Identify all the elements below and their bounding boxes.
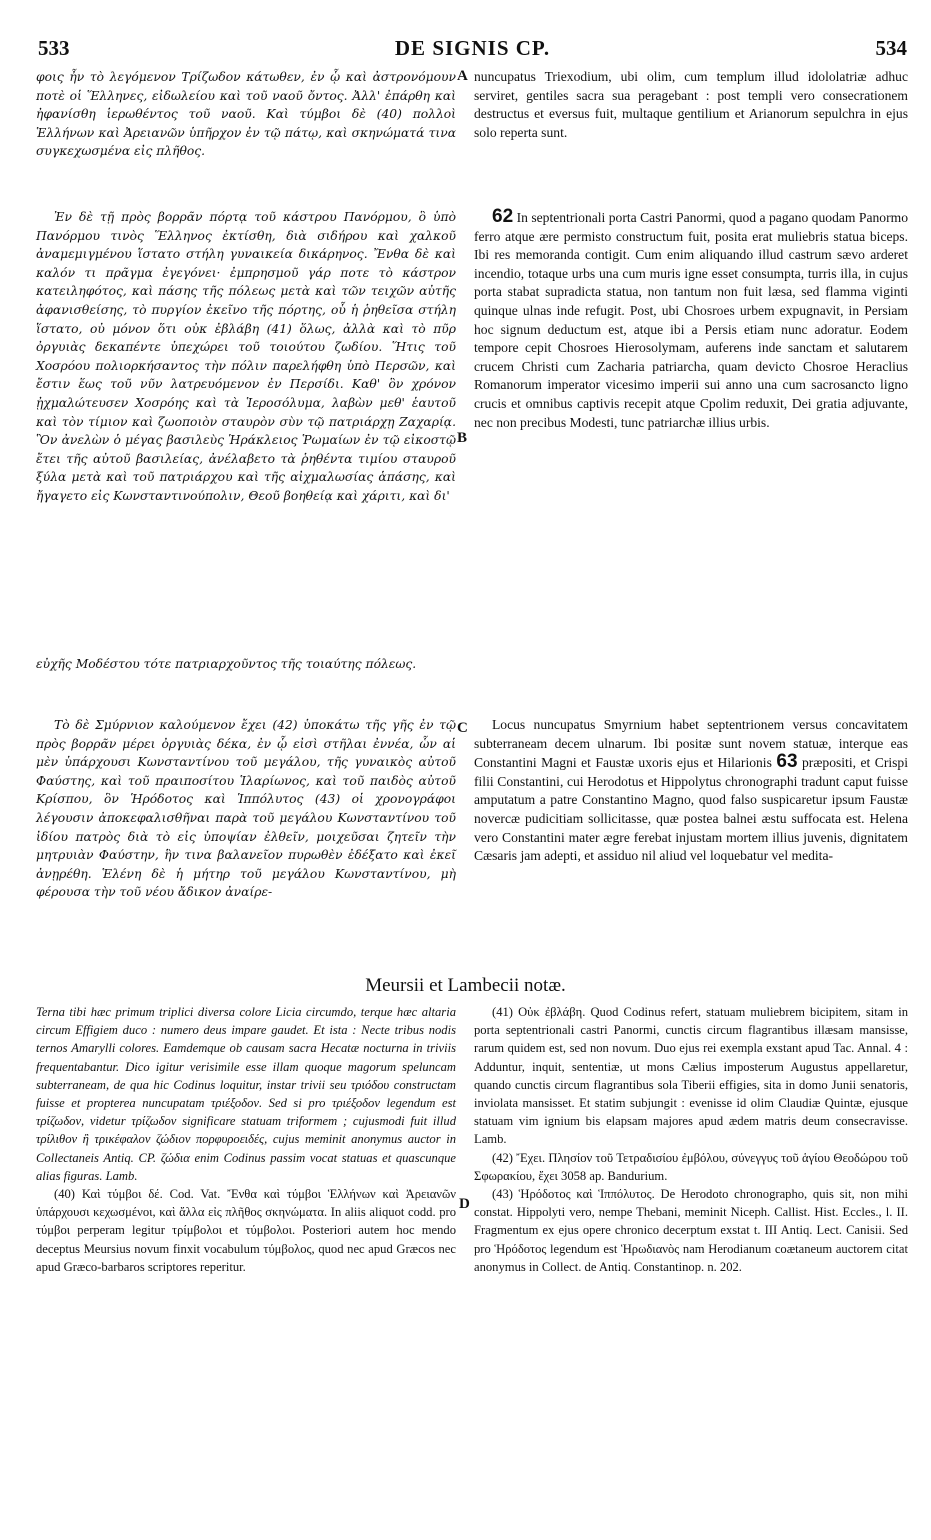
left-page-number: 533	[38, 36, 70, 60]
greek-paragraph-2	[36, 208, 456, 506]
running-title: DE SIGNIS CP.	[394, 36, 551, 60]
note-43: (43) Ἡρόδοτος καὶ Ἱππόλυτος. De Herodoto chronographo, quis sit, non mihi constat. Hippolyti vero, nempe Thebani, meminit Niceph. Callist. Hist. Eccles., l. II. Fragmentum ex ejus opere chronico decerptum exstat t. III Antiq. Lect. Canisii. Sed pro Ἡρόδοτος legendum est Ἡρωδιανὸς nam Herodianum coætaneum auctorem citat anonymus in Collect. de Antiq. Constantinop. n. 202.	[474, 1187, 908, 1274]
section-number-63: 63	[776, 751, 798, 773]
note-42: (42) Ἔχει. Πλησίον τοῦ Τετραδισίου ἐμβόλου, σύνεγγυς τοῦ ἁγίου Θεοδώρου τοῦ Σφωρακίου, ἔχει 3058 ap. Bandurium.	[474, 1150, 908, 1183]
note-40: (40) Καὶ τύμβοι δέ. Cod. Vat. Ἔνθα καὶ τύμβοι Ἑλλήνων καὶ Ἀρειανῶν ὑπάρχουσι κεχωσμένοι, καὶ ἄλλα εἰς πλῆθος σκηνώματα. In aliis aliquot codd. pro τύμβοι perperam legitur τρίμβολοι et τύμβολοι. Posteriori autem hoc mendo deceptus Meursius novum finxit vocabulum τύμβολος, quod nec apud Græcos nec apud Græco-barbaros scriptores reperitur.	[36, 1187, 456, 1274]
greek-text: Τὸ δὲ Σμύρνιον καλούμενον ἔχει (42) ὑποκάτω τῆς γῆς ἐν τῷ πρὸς βορρᾶν μέρει ὀργυιὰς δέκα, ἐν ᾧ εἰσὶ στῆλαι ἐννέα, ὧν αἱ μὲν ὑπάρχουσι Κωνσταντίνου τοῦ μεγάλου, τῆς γυναικὸς αὐτοῦ Φαύστης, καὶ τοῦ πραιποσίτου Ἱλαρίωνος, καὶ τοῦ παιδὸς αὐτοῦ Κρίσπου, ὃν Ἡρόδοτος καὶ Ἱππόλυτος (43) οἱ χρονογράφοι λέγουσιν ἀποκεφαλισθῆναι παρὰ τοῦ μεγάλου Κωνσταντίνου τοῦ ἰδίου πατρὸς διὰ τὸ εἰς ὑποψίαν ἐλθεῖν, μοιχεῦσαι ζητεῖν τὴν μητρυιὰν Φαύστην, ἣν τινα βαλανεῖον πυρωθὲν ἐδέξατο καὶ ἐκεῖ ἀνῃρέθη. Ἑλένη δὲ ἡ μήτηρ τοῦ μεγάλου Κωνσταντίνου, μὴ φέρουσα τὴν τοῦ νέου ἄδικον ἀναίρε-	[36, 718, 456, 900]
note-text: Terna tibi hæc primum triplici diversa colore Licia circumdo, terque hæc altaria circum Effigiem duco : numero deus impare gaudet. Et ista : Necte tribus nodis ternos Amarylli colores. Eamdemque ob causam sacra Hecatæ nocturna in triviis frequentabantur. Dico igitur verisimile esse illam quoque magorum speluncam subterraneam, de qua hic Codinus loquitur, instar trivii seu τριόδου constructam fuisse et propterea nuncupatam τριέξοδον. Sed si pro τριέξοδον legendum est τρίζωδον, videtur τρίζωδον significare statuam triformem ; cujusmodi fuit illud τρίλιθον ἢ τρικέφαλον ζώδιον πορφυροειδές, cujus meminit anonymus auctor in Collectaneis Antiq. CP. ζώδια enim Codinus passim vocat statuas et quascunque alias figuras. Lamb.	[36, 1005, 456, 1183]
greek-paragraph-3	[36, 716, 456, 902]
margin-letter-c: C	[457, 720, 468, 736]
greek-text: φοις ἦν τὸ λεγόμενον Τρίζωδον κάτωθεν, ἐν ᾧ καὶ ἀστρονόμουν ποτὲ οἱ Ἕλληνες, εἰδωλείου καὶ τοῦ ναοῦ ὄντος. Ἀλλ' ἐπάρθη καὶ ἠφανίσθη ἱερωθέντος τοῦ ναοῦ. Καὶ τύμβοι δὲ (40) πολλοὶ Ἑλλήνων καὶ Ἀρειανῶν ὑπῆρχον ἐν τῷ πάτῳ, καὶ σκηνώματά τινα συγκεχωσμένα εἰς πλῆθος.	[36, 70, 456, 159]
margin-letter-b: B	[457, 430, 468, 446]
greek-text: Ἐν δὲ τῇ πρὸς βορρᾶν πόρτᾳ τοῦ κάστρου Πανόρμου, ὃ ὑπὸ Πανόρμου τινὸς Ἕλληνος ἐκτίσθη, διὰ σιδήρου καὶ χαλκοῦ ἀναμεμιγμένου ἵστατο στήλη γυναικεία δικάρηνος. Ἔνθα δὲ καὶ καλόν τι πρᾶγμα ἐγεγόνει· ἐμπρησμοῦ γάρ ποτε τὸ κάστρον κατειληφότος, καὶ πάσης τῆς πόλεως μετὰ καὶ τῶν τειχῶν αὐτῆς ἀφανισθείσης, τὸ πυργίον ἐκεῖνο τῆς πόρτης, οὗ ἡ ῥηθεῖσα στήλη ἵστατο, οὐ μόνον ὅτι οὐκ ἐβλάβη (41) ὅλως, ἀλλὰ καὶ τὸ πῦρ ὀργυιὰς δεκαπέντε ὑπεχώρει τοῦ τοιούτου ζωδίου. Ἥτις τοῦ Χοσρόου πολιορκήσαντος τὴν πόλιν παρελήφθη ὑπὸ Περσῶν, καὶ ἔστιν ἕως τοῦ νῦν λατρευόμενον ἐν Περσίδι. Καθ' ὃν χρόνον ᾐχμαλώτευσεν Χοσρόης καὶ τὰ Ἱεροσόλυμα, λαβὼν μεθ' ἑαυτοῦ καὶ τὸν τίμιον καὶ ζωοποιὸν σταυρὸν σὺν τῷ πατριάρχῃ Ζαχαρίᾳ. Ὃν ἀνελὼν ὁ μέγας βασιλεὺς Ἡράκλειος Ῥωμαίων ἐν τῷ εἰκοστῷ ἔτει τῆς αὐτοῦ βασιλείας, ἀνέλαβετο τὰ ῥηθέντα τιμίου σταυροῦ ξύλα μετὰ καὶ τοῦ πατριάρχου καὶ τῆς αἰχμαλωσίας ἁπάσης, καὶ ἤγαγετο εἰς Κωνσταντινούπολιν, Θεοῦ βοηθείᾳ καὶ χάριτι, καὶ δι'	[36, 210, 456, 503]
note-41: (41) Οὐκ ἐβλάβη. Quod Codinus refert, statuam muliebrem bicipitem, sitam in porta septentrionali castri Panormi, cunctis circum flagrantibus illæsam mansisse, rarum quidem est, sed non novum. Duo ejus rei exempla exstant apud Tac. Annal. 4 : Adduntur, inquit, sententiæ, ut mons Cælius imposterum Augustus appellaretur, quando cunctis circum flagrantibus sola Tiberii effigies, sita in domo Junii senatoris, inviolata mansisset. Et statim subjungit : evenisse id olim Claudiæ Quintæ, ejusque statuam vim ignium bis elapsam majores apud ædem matris deum consecravisse. Lamb.	[474, 1005, 908, 1147]
page-header	[38, 36, 907, 60]
latin-paragraph-3	[474, 716, 908, 866]
notes-right-column	[474, 1003, 908, 1276]
right-page-number: 534	[875, 36, 907, 60]
margin-letter-a: A	[457, 68, 468, 84]
latin-text: In septentrionali porta Castri Panormi, quod a pagano quodam Panormo ferro atque ære permisto constructum fuit, posita erat muliebris statua biceps. Ibi res memoranda contigit. Cum enim aliquando illud castrum sævo arderet incendio, totaque urbs una cum muris igne esset consumpta, turris illa, in cujus porta stabat supradicta statua, non tantum non fuit læsa, sed flamma viginti quinque ulnas inde refugit. Post, ubi Chosroes urbem expugnavit, in Persiam hoc signum deductum est, atque ibi a Persis etiam nunc adoratur. Eodem tempore cepit Chosroes Hierosolymam, auferens inde sanctam et salutarem crucem Christi cum Zacharia patriarcha, quam devicto Chosroe Heraclius Romanorum imperator vicesimo imperii sui anno una cum sacrosancto ligno crucis et omnibus captivis recepit atque Cpolim reduxit, Dei gratia adjuvante, nec non precibus Modesti, tunc patriarchæ illius urbis.	[474, 210, 908, 430]
latin-paragraph-1	[474, 68, 908, 142]
latin-text: Locus nuncupatus Smyrnium habet septentrionem versus concavitatem subterraneam decem ulnarum. Ibi positæ sunt novem statuæ, interque eas Constantini Magni et Faustæ uxoris ejus et Hilarionis	[474, 717, 908, 771]
notes-heading: Meursii et Lambecii notæ.	[365, 975, 566, 996]
greek-paragraph-1	[36, 68, 456, 161]
latin-paragraph-2	[474, 208, 908, 432]
latin-text: nuncupatus Triexodium, ubi olim, cum templum illud idololatriæ adhuc serviret, gentiles sacra sua peragebant : post templi vero consecrationem destructus et eversus fuit, multaque gentilium et Arianorum sepulchra in ejus solo reperta sunt.	[474, 69, 908, 140]
notes-left-column	[36, 1003, 456, 1276]
latin-text: præpositi, et Crispi filii Constantini, cui Herodotus et Hippolytus chronographi tradunt caput fuisse amputatum a patre Constantino Magno, quod falso suspicaretur ipsum Faustæ novercæ pudicitiam sollicitasse, quæ postea balnei æstu suffocata est. Helena vero Constantini mater ægre ferebat injustam mortem illius juvenis, dignitatem Cæsaris jam adepti, et assiduo nil aliud vel loquebatur vel medita-	[474, 755, 908, 864]
section-number-62: 62	[492, 206, 514, 227]
greek-tail-line: εὐχῆς Μοδέστου τότε πατριαρχοῦντος τῆς τοιαύτης πόλεως.	[36, 657, 417, 671]
margin-letter-d: D	[459, 1196, 470, 1212]
